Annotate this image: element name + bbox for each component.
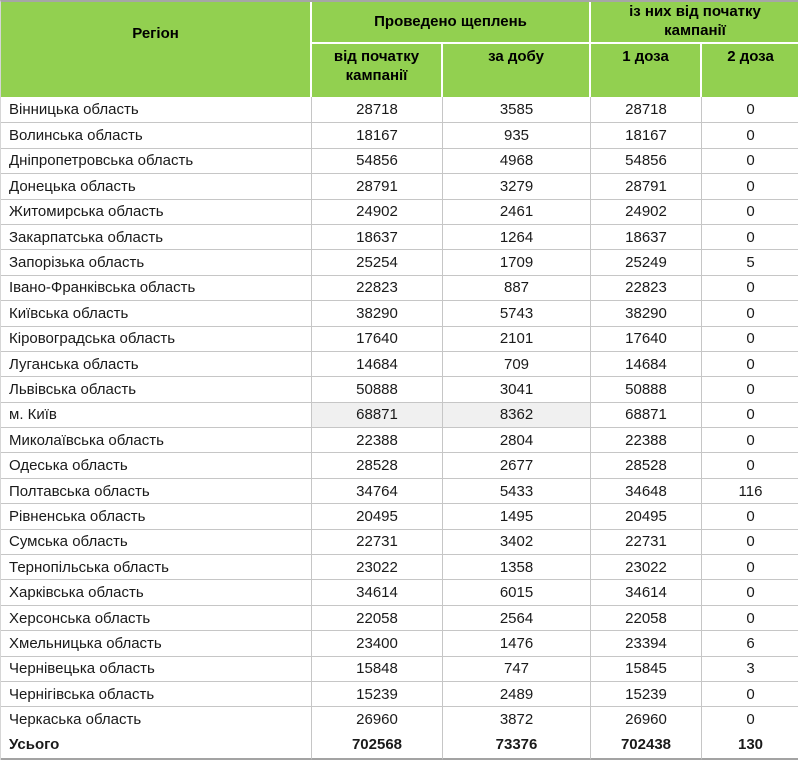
per-day-cell: 2677 (443, 452, 591, 477)
table-row (1, 275, 798, 300)
header-region: Регіон (1, 2, 312, 97)
table-row (1, 681, 798, 706)
header-group-since-campaign-label: із них від початку кампанії (629, 3, 761, 39)
region-cell: Полтавська область (1, 478, 312, 503)
since-campaign-cell: 15239 (312, 681, 443, 706)
region-cell: Сумська область (1, 529, 312, 554)
per-day-cell: 887 (443, 275, 591, 300)
table-row (1, 402, 798, 427)
dose2-cell: 6 (702, 630, 798, 655)
dose2-cell: 3 (702, 656, 798, 681)
per-day-cell: 747 (443, 656, 591, 681)
total-dose2-cell: 130 (702, 732, 798, 760)
dose2-cell: 0 (702, 706, 798, 731)
region-cell: Івано-Франківська область (1, 275, 312, 300)
table-row (1, 224, 798, 249)
header-group-vaccinations-done: Проведено щеплень (312, 2, 591, 44)
per-day-cell: 2804 (443, 427, 591, 452)
dose2-cell: 0 (702, 97, 798, 122)
per-day-cell: 1476 (443, 630, 591, 655)
per-day-cell: 1495 (443, 503, 591, 528)
dose1-cell: 34614 (591, 579, 702, 604)
since-campaign-cell: 34614 (312, 579, 443, 604)
region-cell: Хмельницька область (1, 630, 312, 655)
per-day-cell: 3279 (443, 173, 591, 198)
table-row (1, 249, 798, 274)
dose2-cell: 116 (702, 478, 798, 503)
since-campaign-cell: 24902 (312, 199, 443, 224)
table-row (1, 122, 798, 147)
dose1-cell: 18167 (591, 122, 702, 147)
since-campaign-cell: 28718 (312, 97, 443, 122)
dose2-cell: 0 (702, 452, 798, 477)
per-day-cell: 6015 (443, 579, 591, 604)
region-cell: Львівська область (1, 376, 312, 401)
since-campaign-cell: 18637 (312, 224, 443, 249)
dose2-cell: 0 (702, 351, 798, 376)
dose2-cell: 0 (702, 427, 798, 452)
per-day-cell: 935 (443, 122, 591, 147)
table-header (1, 2, 798, 97)
region-cell: Житомирська область (1, 199, 312, 224)
region-cell: Луганська область (1, 351, 312, 376)
dose2-cell: 0 (702, 199, 798, 224)
dose1-cell: 22058 (591, 605, 702, 630)
dose1-cell: 18637 (591, 224, 702, 249)
dose2-cell: 0 (702, 224, 798, 249)
table-row (1, 706, 798, 731)
per-day-cell: 1264 (443, 224, 591, 249)
dose2-cell: 0 (702, 402, 798, 427)
region-cell: Тернопільська область (1, 554, 312, 579)
region-cell: м. Київ (1, 402, 312, 427)
header-row-groups (1, 2, 798, 44)
per-day-cell: 3402 (443, 529, 591, 554)
dose1-cell: 50888 (591, 376, 702, 401)
dose1-cell: 25249 (591, 249, 702, 274)
per-day-cell: 4968 (443, 148, 591, 173)
table-row (1, 173, 798, 198)
per-day-cell: 1709 (443, 249, 591, 274)
table-row (1, 351, 798, 376)
region-cell: Рівненська область (1, 503, 312, 528)
since-campaign-cell: 50888 (312, 376, 443, 401)
region-cell: Вінницька область (1, 97, 312, 122)
table-body (1, 97, 798, 732)
dose2-cell: 5 (702, 249, 798, 274)
since-campaign-cell: 23022 (312, 554, 443, 579)
table-row (1, 376, 798, 401)
total-per-day-cell: 73376 (443, 732, 591, 760)
per-day-cell: 5433 (443, 478, 591, 503)
header-per-day: за добу (443, 44, 591, 97)
total-row-label: Усього (1, 732, 312, 760)
dose1-cell: 38290 (591, 300, 702, 325)
per-day-cell: 2461 (443, 199, 591, 224)
since-campaign-cell: 28528 (312, 452, 443, 477)
table-row (1, 529, 798, 554)
header-dose-2: 2 доза (702, 44, 798, 97)
since-campaign-cell: 15848 (312, 656, 443, 681)
since-campaign-cell: 68871 (312, 402, 443, 427)
per-day-cell: 2101 (443, 326, 591, 351)
per-day-cell: 3872 (443, 706, 591, 731)
since-campaign-cell: 34764 (312, 478, 443, 503)
dose1-cell: 14684 (591, 351, 702, 376)
since-campaign-cell: 25254 (312, 249, 443, 274)
since-campaign-cell: 23400 (312, 630, 443, 655)
table-row (1, 503, 798, 528)
since-campaign-cell: 22823 (312, 275, 443, 300)
total-row (1, 732, 798, 760)
dose2-cell: 0 (702, 605, 798, 630)
since-campaign-cell: 28791 (312, 173, 443, 198)
table-row (1, 326, 798, 351)
dose1-cell: 54856 (591, 148, 702, 173)
table-row (1, 656, 798, 681)
since-campaign-cell: 38290 (312, 300, 443, 325)
dose1-cell: 22388 (591, 427, 702, 452)
since-campaign-cell: 18167 (312, 122, 443, 147)
region-cell: Запорізька область (1, 249, 312, 274)
region-cell: Чернівецька область (1, 656, 312, 681)
table-row (1, 427, 798, 452)
region-cell: Черкаська область (1, 706, 312, 731)
table-row (1, 554, 798, 579)
per-day-cell: 3041 (443, 376, 591, 401)
region-cell: Волинська область (1, 122, 312, 147)
dose2-cell: 0 (702, 300, 798, 325)
header-group-since-campaign (591, 2, 798, 44)
dose2-cell: 0 (702, 148, 798, 173)
since-campaign-cell: 26960 (312, 706, 443, 731)
dose2-cell: 0 (702, 376, 798, 401)
dose1-cell: 68871 (591, 402, 702, 427)
region-cell: Херсонська область (1, 605, 312, 630)
dose1-cell: 22731 (591, 529, 702, 554)
dose1-cell: 28791 (591, 173, 702, 198)
dose1-cell: 15239 (591, 681, 702, 706)
since-campaign-cell: 22388 (312, 427, 443, 452)
table-row (1, 478, 798, 503)
per-day-cell: 3585 (443, 97, 591, 122)
since-campaign-cell: 20495 (312, 503, 443, 528)
header-since-campaign-start (312, 44, 443, 97)
dose1-cell: 24902 (591, 199, 702, 224)
total-since-campaign-cell: 702568 (312, 732, 443, 760)
region-cell: Кіровоградська область (1, 326, 312, 351)
dose2-cell: 0 (702, 503, 798, 528)
since-campaign-cell: 17640 (312, 326, 443, 351)
since-campaign-cell: 54856 (312, 148, 443, 173)
table-row (1, 630, 798, 655)
per-day-cell: 8362 (443, 402, 591, 427)
dose2-cell: 0 (702, 173, 798, 198)
per-day-cell: 709 (443, 351, 591, 376)
region-cell: Донецька область (1, 173, 312, 198)
table-row (1, 97, 798, 122)
dose1-cell: 28718 (591, 97, 702, 122)
table-row (1, 605, 798, 630)
dose1-cell: 28528 (591, 452, 702, 477)
per-day-cell: 5743 (443, 300, 591, 325)
table-row (1, 300, 798, 325)
region-cell: Дніпропетровська область (1, 148, 312, 173)
per-day-cell: 2489 (443, 681, 591, 706)
since-campaign-cell: 22058 (312, 605, 443, 630)
dose1-cell: 23022 (591, 554, 702, 579)
dose2-cell: 0 (702, 326, 798, 351)
table-row (1, 452, 798, 477)
dose1-cell: 20495 (591, 503, 702, 528)
region-cell: Миколаївська область (1, 427, 312, 452)
dose1-cell: 23394 (591, 630, 702, 655)
table-row (1, 148, 798, 173)
region-cell: Чернігівська область (1, 681, 312, 706)
dose1-cell: 26960 (591, 706, 702, 731)
dose1-cell: 17640 (591, 326, 702, 351)
dose2-cell: 0 (702, 681, 798, 706)
header-since-campaign-start-label: від початку кампанії (333, 47, 420, 84)
table-row (1, 579, 798, 604)
since-campaign-cell: 22731 (312, 529, 443, 554)
dose1-cell: 22823 (591, 275, 702, 300)
table-footer (1, 732, 798, 760)
header-dose-1: 1 доза (591, 44, 702, 97)
region-cell: Закарпатська область (1, 224, 312, 249)
region-cell: Одеська область (1, 452, 312, 477)
dose1-cell: 15845 (591, 656, 702, 681)
since-campaign-cell: 14684 (312, 351, 443, 376)
region-cell: Київська область (1, 300, 312, 325)
per-day-cell: 1358 (443, 554, 591, 579)
per-day-cell: 2564 (443, 605, 591, 630)
dose2-cell: 0 (702, 579, 798, 604)
dose1-cell: 34648 (591, 478, 702, 503)
dose2-cell: 0 (702, 122, 798, 147)
dose2-cell: 0 (702, 275, 798, 300)
dose2-cell: 0 (702, 529, 798, 554)
table-row (1, 199, 798, 224)
region-cell: Харківська область (1, 579, 312, 604)
dose2-cell: 0 (702, 554, 798, 579)
total-dose1-cell: 702438 (591, 732, 702, 760)
